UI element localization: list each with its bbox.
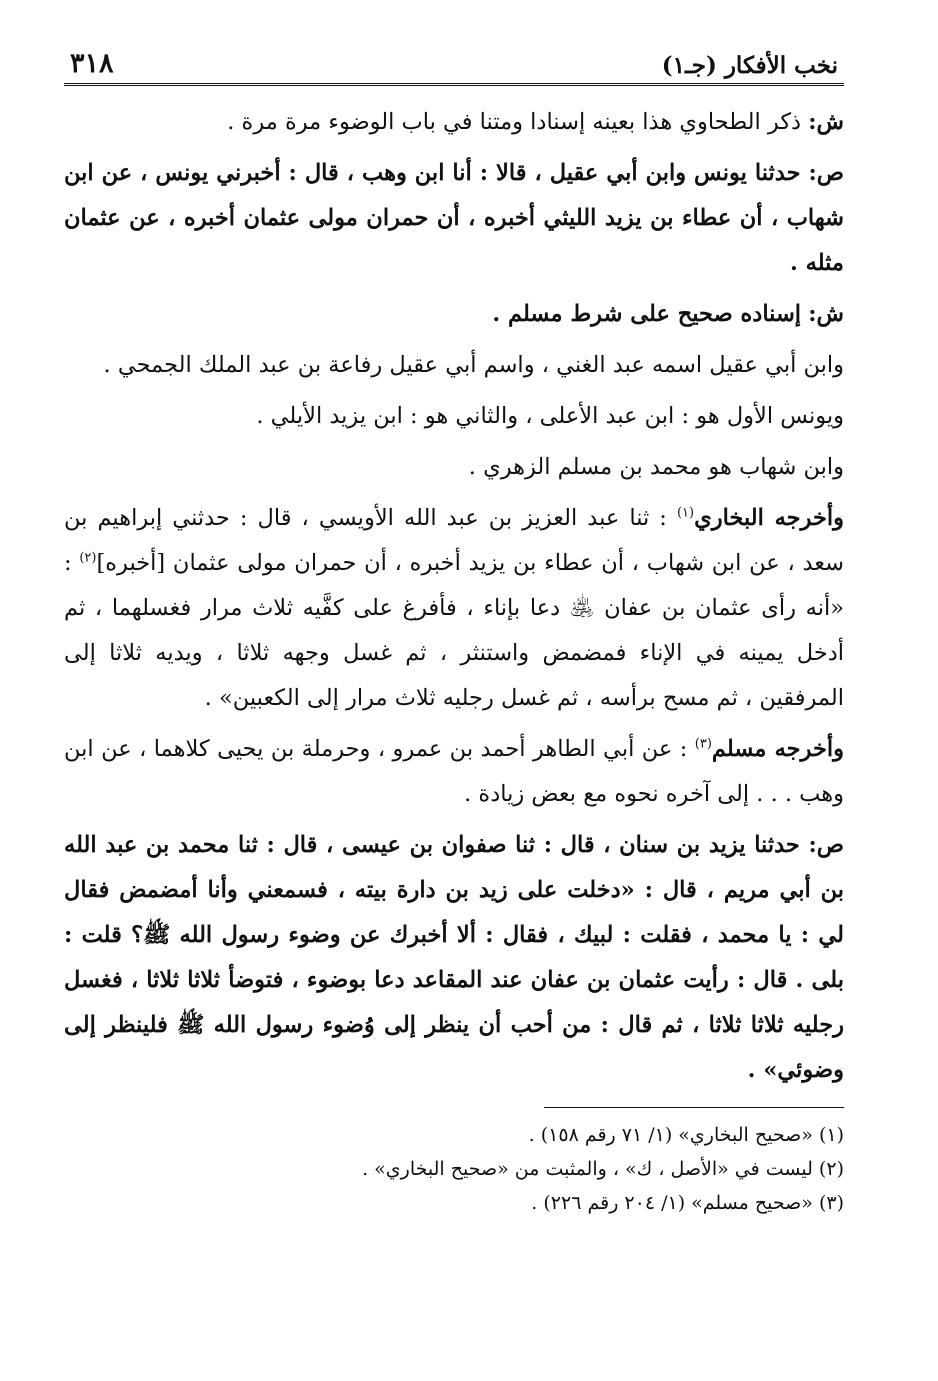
text-label: ص: — [808, 160, 844, 186]
narrator-note — [64, 394, 844, 439]
text-label: ص: — [808, 832, 844, 858]
footnote: (٣) «صحيح مسلم» (١/ ٢٠٤ رقم ٢٢٦) . — [531, 1192, 844, 1214]
footnote-ref: (٢) — [79, 550, 97, 566]
hadith-text-paragraph — [64, 151, 844, 286]
takhrij-muslim-paragraph — [64, 727, 844, 817]
commentary-paragraph — [64, 100, 844, 145]
footnote: (٢) ليست في «الأصل ، ك» ، والمثبت من «صحيح البخاري» . — [362, 1158, 844, 1180]
running-title: نخب الأفكار (جـ١) — [661, 52, 838, 79]
takhrij-lead: وأخرجه مسلم — [711, 736, 844, 762]
narrator-note — [64, 343, 844, 388]
paragraph-text: حدثنا يونس وابن أبي عقيل ، قالا : أنا ابن وهب ، قال : أخبرني يونس ، عن ابن شهاب ، أن عطاء بن يزيد الليثي أخبره ، أن حمران مولى عثمان أخبره ، عن عثمان مثله . — [64, 160, 844, 276]
footnote-ref: (٣) — [694, 736, 712, 752]
paragraph-text: : «أنه رأى عثمان بن عفان ﵁ دعا بإناء ، فأفرغ على كفَّيه ثلاث مرار فغسلهما ، ثم أدخل يمينه في الإناء فمضمض واستنثر ، ثم غسل وجهه ثلاثا ، ويديه ثلاثا إلى المرفقين ، ثم مسح برأسه ، ثم غسل رجليه ثلاث مرار إلى الكعبين» . — [64, 550, 844, 711]
commentary-label: ش: — [808, 109, 844, 135]
hadith-text-paragraph — [64, 823, 844, 1093]
paragraph-text: إسناده صحيح على شرط مسلم . — [492, 301, 802, 327]
paragraph-text: ذكر الطحاوي هذا بعينه إسنادا ومتنا في باب الوضوء مرة مرة . — [227, 109, 802, 135]
narrator-note — [64, 445, 844, 490]
paragraph-text: : عن أبي الطاهر أحمد بن عمرو ، وحرملة بن يحيى كلاهما ، عن ابن وهب . . . إلى آخره نحوه مع بعض زيادة . — [64, 736, 844, 807]
page-number: ٣١٨ — [70, 48, 114, 79]
book-page — [64, 40, 844, 1220]
commentary-paragraph — [64, 292, 844, 337]
takhrij-bukhari-paragraph — [64, 496, 844, 721]
paragraph-text: : ثنا عبد العزيز بن عبد الله الأويسي ، قال : حدثني إبراهيم بن سعد ، عن ابن شهاب ، أن عطاء بن يزيد أخبره ، أن حمران مولى عثمان [أخبره] — [64, 505, 844, 576]
commentary-label: ش: — [808, 301, 844, 327]
takhrij-lead: وأخرجه البخاري — [694, 505, 844, 531]
paragraph-text: ويونس الأول هو : ابن عبد الأعلى ، والثاني هو : ابن يزيد الأيلي . — [256, 403, 844, 429]
paragraph-text: وابن شهاب هو محمد بن مسلم الزهري . — [468, 454, 844, 480]
page-header — [64, 40, 844, 86]
page-body — [64, 100, 844, 1220]
footnote-separator — [544, 1107, 844, 1108]
footnote: (١) «صحيح البخاري» (١/ ٧١ رقم ١٥٨) . — [528, 1124, 844, 1146]
paragraph-text: وابن أبي عقيل اسمه عبد الغني ، واسم أبي عقيل رفاعة بن عبد الملك الجمحي . — [103, 352, 844, 378]
footnote-ref: (١) — [676, 505, 695, 521]
paragraph-text: حدثنا يزيد بن سنان ، قال : ثنا صفوان بن عيسى ، قال : ثنا محمد بن عبد الله بن أبي مريم ، قال : «دخلت على زيد بن دارة بيته ، فسمعني وأنا أمضمض فقال لي : يا محمد ، فقلت : لبيك ، فقال : ألا أخبرك عن وضوء رسول الله ﷺ؟ قلت : بلى . قال : رأيت عثمان بن عفان عند المقاعد دعا بوضوء ، فتوضأ ثلاثا ثلاثا ، فغسل رجليه ثلاثا ثلاثا ، ثم قال : من أحب أن ينظر إلى وُضوء رسول الله ﷺ فلينظر إلى وضوئي» . — [64, 832, 844, 1083]
